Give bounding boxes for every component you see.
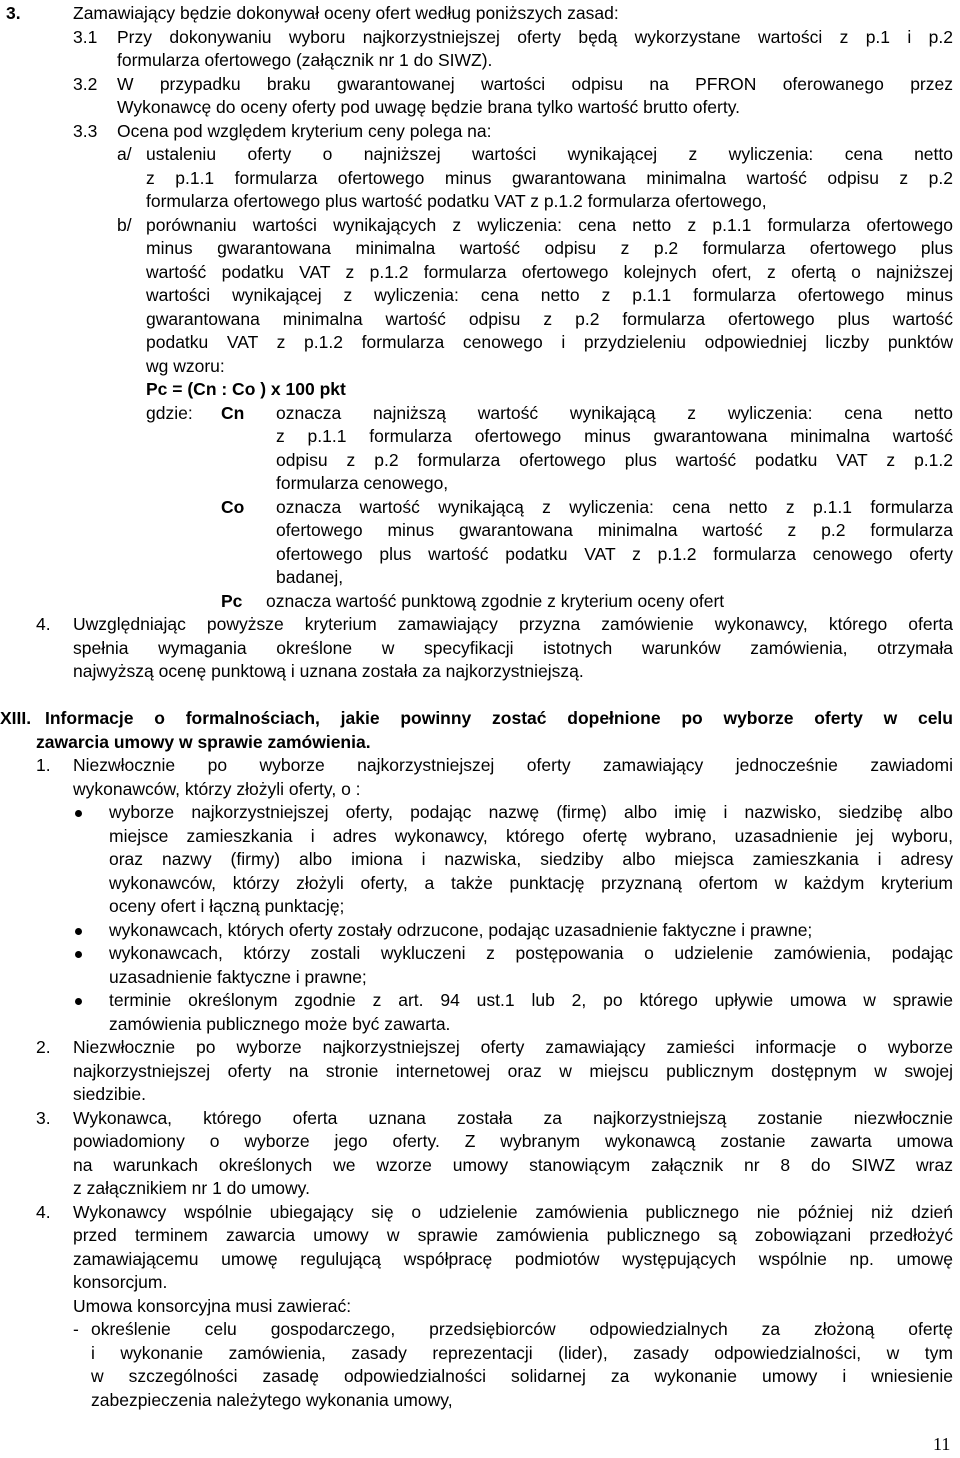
point-number: 3.2: [73, 74, 98, 94]
definition-line: ofertowego minus gwarantowana minimalna wartość z p.2 formularza: [276, 520, 953, 540]
point-number: 4.: [36, 614, 51, 634]
paragraph-line: Wykonawcę do oceny oferty pod uwagę będzie brana tylko wartość brutto oferty.: [117, 97, 741, 117]
bullet-icon: [75, 810, 82, 817]
bullet-icon: [75, 998, 82, 1005]
definition-line: odpisu z p.2 formularza ofertowego plus wartość podatku VAT z p.1.2: [276, 450, 953, 470]
definition-line: oznacza wartość punktową zgodnie z kryterium oceny ofert: [266, 591, 725, 611]
definition-term: Cn: [221, 403, 245, 423]
bullet-line: oraz nazwy (firmy) albo imiona i nazwiska, siedziby albo miejsca zamieszkania i adresy: [109, 849, 953, 869]
bullet-line: wyborze najkorzystniejszej oferty, podając nazwę (firmę) albo imię i nazwisko, siedzibę albo: [109, 802, 953, 822]
paragraph-line: Przy dokonywaniu wyboru najkorzystniejszej oferty będą wykorzystane wartości z p.1 i p.2: [117, 27, 953, 47]
dash-item-line: i wykonanie zamówienia, zasady reprezentacji (lider), zasady odpowiedzialności, w tym: [91, 1343, 953, 1363]
section-heading: zawarcia umowy w sprawie zamówienia.: [36, 732, 371, 752]
paragraph-line: Ocena pod względem kryterium ceny polega na:: [117, 121, 492, 141]
list-label: b/: [117, 215, 132, 235]
section-heading: Informacje o formalnościach, jakie powinny zostać dopełnione po wyborze oferty w celu: [45, 708, 953, 728]
definition-line: z p.1.1 formularza ofertowego minus gwarantowana minimalna wartość: [276, 426, 953, 446]
paragraph-line: najkorzystniejszej oferty na stronie internetowej oraz w miejscu publicznym dostępnym w swojej: [73, 1061, 953, 1081]
bullet-line: uzasadnienie faktyczne i prawne;: [109, 967, 367, 987]
paragraph-line: porównaniu wartości wynikających z wyliczenia: cena netto z p.1.1 formularza ofertowego: [146, 215, 953, 235]
dash-item-line: zabezpieczenia należytego wykonania umowy,: [91, 1390, 453, 1410]
definition-intro: gdzie:: [146, 403, 193, 423]
paragraph-line: gwarantowana minimalna wartość odpisu z p.2 formularza ofertowego plus wartość: [146, 309, 953, 329]
point-number: 3.3: [73, 121, 98, 141]
paragraph-line: Umowa konsorcyjna musi zawierać:: [73, 1296, 352, 1316]
paragraph-line: ustaleniu oferty o najniższej wartości wynikającej z wyliczenia: cena netto: [146, 144, 953, 164]
dash-item-line: w szczególności zasadę odpowiedzialności solidarnej za wykonanie umowy i wniesienie: [91, 1366, 953, 1386]
paragraph-line: Uwzględniając powyższe kryterium zamawiający przyzna zamówienie wykonawcy, którego oferta: [73, 614, 953, 634]
point-number: 3.: [36, 1108, 51, 1128]
paragraph-line: wykonawców, którzy złożyli oferty, o :: [73, 779, 361, 799]
dash-item-line: określenie celu gospodarczego, przedsiębiorców odpowiedzialnych za złożoną ofertę: [91, 1319, 953, 1339]
definition-line: badanej,: [276, 567, 344, 587]
paragraph-line: na warunkach określonych we wzorze umowy stanowiącym załącznik nr 8 do SIWZ wraz: [73, 1155, 953, 1175]
section-heading: Zamawiający będzie dokonywał oceny ofert według poniższych zasad:: [73, 3, 619, 23]
paragraph-line: wg wzoru:: [146, 356, 225, 376]
paragraph-line: konsorcjum.: [73, 1272, 168, 1292]
definition-term: Pc: [221, 591, 243, 611]
paragraph-line: z p.1.1 formularza ofertowego minus gwarantowana minimalna wartość odpisu z p.2: [146, 168, 953, 188]
paragraph-line: podatku VAT z p.1.2 formularza cenowego i przydzieleniu odpowiedniej liczby punktów: [146, 332, 953, 352]
paragraph-line: Niezwłocznie po wyborze najkorzystniejszej oferty zamawiający zamieści informacje o wyborze: [73, 1037, 953, 1057]
paragraph-line: Wykonawcy wspólnie ubiegający się o udzielenie zamówienia publicznego nie później niż dzień: [73, 1202, 953, 1222]
dash-marker: -: [73, 1319, 79, 1339]
point-number: 4.: [36, 1202, 51, 1222]
definition-line: oznacza najniższą wartość wynikającą z wyliczenia: cena netto: [276, 403, 953, 423]
bullet-line: miejsce zamieszkania i adres wykonawcy, którego ofertę wybrano, uzasadnienie jej wyboru,: [109, 826, 953, 846]
paragraph-line: Wykonawca, którego oferta uznana została za najkorzystniejszą zostanie niezwłocznie: [73, 1108, 953, 1128]
point-number: 1.: [36, 755, 51, 775]
paragraph-line: z załącznikiem nr 1 do umowy.: [73, 1178, 310, 1198]
paragraph-line: wartość podatku VAT z p.1.2 formularza ofertowego kolejnych ofert, z ofertą o najniższej: [146, 262, 953, 282]
formula: Pc = (Cn : Co ) x 100 pkt: [146, 379, 346, 399]
page-number: 11: [933, 1434, 951, 1454]
bullet-line: zamówienia publicznego może być zawarta.: [109, 1014, 451, 1034]
paragraph-line: siedzibie.: [73, 1084, 146, 1104]
paragraph-line: minus gwarantowana minimalna wartość odpisu z p.2 formularza ofertowego plus: [146, 238, 953, 258]
paragraph-line: formularza ofertowego (załącznik nr 1 do SIWZ).: [117, 50, 493, 70]
definition-line: oznacza wartość wynikającą z wyliczenia: cena netto z p.1.1 formularza: [276, 497, 953, 517]
paragraph-line: wartości wynikającej z wyliczenia: cena netto z p.1.1 formularza ofertowego minus: [146, 285, 953, 305]
paragraph-line: zamawiającemu umowę regulującą współpracę podmiotów występujących wspólnie np. umowę: [73, 1249, 953, 1269]
paragraph-line: formularza ofertowego plus wartość podatku VAT z p.1.2 formularza ofertowego,: [146, 191, 767, 211]
bullet-line: oceny ofert i łączną punktację;: [109, 896, 345, 916]
definition-line: formularza cenowego,: [276, 473, 449, 493]
bullet-line: wykonawcach, którzy zostali wykluczeni z postępowania o udzielenie zamówienia, podając: [109, 943, 953, 963]
bullet-icon: [75, 928, 82, 935]
bullet-line: wykonawców, którzy złożyli oferty, a także punktację przyznaną ofertom w każdym kryterium: [109, 873, 953, 893]
definition-term: Co: [221, 497, 245, 517]
section-number: 3.: [6, 3, 21, 23]
bullet-icon: [75, 951, 82, 958]
paragraph-line: Niezwłocznie po wyborze najkorzystniejszej oferty zamawiający jednocześnie zawiadomi: [73, 755, 953, 775]
bullet-line: terminie określonym zgodnie z art. 94 ust.1 lub 2, po którego upływie umowa w sprawie: [109, 990, 953, 1010]
point-number: 3.1: [73, 27, 98, 47]
paragraph-line: W przypadku braku gwarantowanej wartości odpisu na PFRON oferowanego przez: [117, 74, 953, 94]
list-label: a/: [117, 144, 132, 164]
bullet-line: wykonawcach, których oferty zostały odrzucone, podając uzasadnienie faktyczne i prawne;: [109, 920, 813, 940]
section-number: XIII.: [0, 708, 32, 728]
paragraph-line: najwyższą ocenę punktową i uznana została za najkorzystniejszą.: [73, 661, 584, 681]
paragraph-line: powiadomiony o wyborze jego oferty. Z wybranym wykonawcą zostanie zawarta umowa: [73, 1131, 953, 1151]
paragraph-line: przed terminem zawarcia umowy w sprawie zamówienia publicznego są zobowiązani przedłożyć: [73, 1225, 953, 1245]
definition-line: ofertowego plus wartość podatku VAT z p.1.2 formularza cenowego oferty: [276, 544, 953, 564]
point-number: 2.: [36, 1037, 51, 1057]
paragraph-line: spełnia wymagania określone w specyfikacji istotnych warunków zamówienia, otrzymała: [73, 638, 953, 658]
